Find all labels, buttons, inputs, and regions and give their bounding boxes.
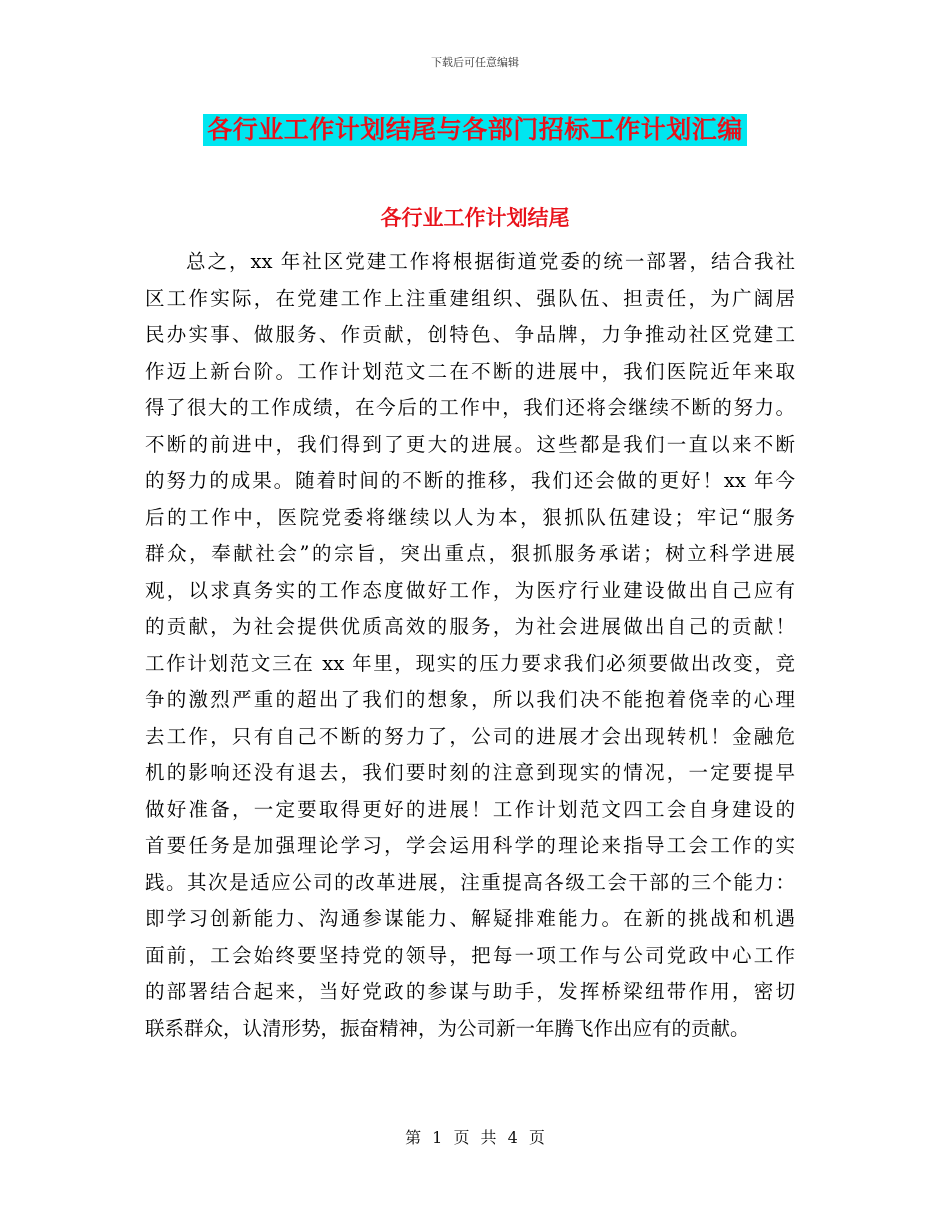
body-line: 工作计划范文三在 xx 年里，现实的压力要求我们必须要做出改变，竞 bbox=[145, 651, 795, 675]
page-indicator: 第 1 页 共 4 页 bbox=[405, 1128, 545, 1147]
body-line: 做好准备，一定要取得更好的进展！工作计划范文四工会自身建设的 bbox=[145, 797, 795, 821]
body-line: 总之，xx 年社区党建工作将根据街道党委的统一部署，结合我社 bbox=[186, 250, 795, 273]
body-line: 区工作实际，在党建工作上注重建组织、强队伍、担责任，为广阔居 bbox=[145, 286, 795, 310]
body-line: 面前，工会始终要坚持党的领导，把每一项工作与公司党政中心工作 bbox=[145, 943, 795, 967]
main-title-container bbox=[0, 114, 950, 146]
main-title: 各行业工作计划结尾与各部门招标工作计划汇编 bbox=[203, 114, 747, 146]
header-note: 下载后可任意编辑 bbox=[431, 56, 519, 69]
body-line: 联系群众，认清形势，振奋精神，为公司新一年腾飞作出应有的贡献。 bbox=[145, 1016, 750, 1040]
body-line: 不断的前进中，我们得到了更大的进展。这些都是我们一直以来不断 bbox=[145, 432, 795, 456]
body-line: 争的激烈严重的超出了我们的想象，所以我们决不能抱着侥幸的心理 bbox=[145, 688, 795, 711]
body-paragraph bbox=[145, 244, 795, 1047]
body-line: 作迈上新台阶。工作计划范文二在不断的进展中，我们医院近年来取 bbox=[145, 359, 795, 383]
body-line: 得了很大的工作成绩，在今后的工作中，我们还将会继续不断的努力。 bbox=[145, 396, 795, 419]
body-line: 的努力的成果。随着时间的不断的推移，我们还会做的更好！xx 年今 bbox=[145, 469, 795, 492]
body-line: 观，以求真务实的工作态度做好工作，为医疗行业建设做出自己应有 bbox=[145, 578, 795, 602]
body-line: 后的工作中，医院党委将继续以人为本，狠抓队伍建设；牢记“服务 bbox=[145, 505, 795, 529]
section-title: 各行业工作计划结尾 bbox=[380, 205, 570, 230]
body-line: 即学习创新能力、沟通参谋能力、解疑排难能力。在新的挑战和机遇 bbox=[145, 907, 795, 930]
body-line: 群众，奉献社会”的宗旨，突出重点，狠抓服务承诺；树立科学进展 bbox=[145, 542, 795, 565]
body-line: 首要任务是加强理论学习，学会运用科学的理论来指导工会工作的实 bbox=[145, 834, 795, 857]
body-line: 的贡献，为社会提供优质高效的服务，为社会进展做出自己的贡献！ bbox=[145, 615, 795, 638]
body-line: 践。其次是适应公司的改革进展，注重提高各级工会干部的三个能力： bbox=[145, 870, 795, 894]
body-line: 民办实事、做服务、作贡献，创特色、争品牌，力争推动社区党建工 bbox=[145, 323, 795, 346]
body-line: 的部署结合起来，当好党政的参谋与助手，发挥桥梁纽带作用，密切 bbox=[145, 980, 795, 1003]
body-line: 机的影响还没有退去，我们要时刻的注意到现实的情况，一定要提早 bbox=[145, 761, 795, 784]
body-line: 去工作，只有自己不断的努力了，公司的进展才会出现转机！金融危 bbox=[145, 724, 795, 748]
